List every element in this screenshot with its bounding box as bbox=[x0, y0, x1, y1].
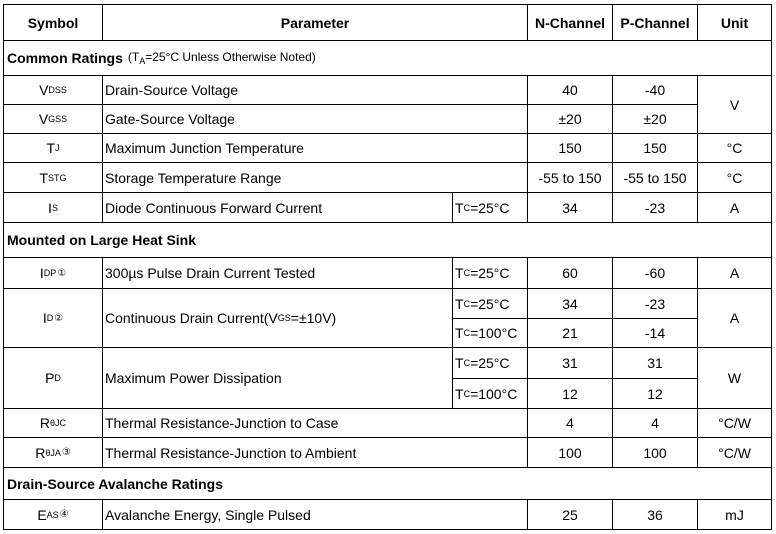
param-vdss: Drain-Source Voltage bbox=[102, 75, 528, 105]
n-value-is: 34 bbox=[527, 192, 613, 223]
symbol-pd: P D bbox=[3, 347, 103, 409]
p-value-tstg: -55 to 150 bbox=[612, 162, 698, 193]
cond-idp: T C =25°C bbox=[452, 257, 528, 289]
n-value-id-25: 34 bbox=[527, 288, 613, 319]
header-n-channel: N-Channel bbox=[527, 4, 613, 41]
unit-pd: W bbox=[697, 347, 772, 409]
param-eas: Avalanche Energy, Single Pulsed bbox=[102, 499, 528, 530]
symbol-is: I S bbox=[3, 192, 103, 223]
n-value-eas: 25 bbox=[527, 499, 613, 530]
param-tstg: Storage Temperature Range bbox=[102, 162, 528, 193]
param-rthja: Thermal Resistance-Junction to Ambient bbox=[102, 437, 528, 468]
param-tj: Maximum Junction Temperature bbox=[102, 133, 528, 163]
section-note: ($T_A=25^\circ C$ Unless Otherwise Noted) bbox=[127, 50, 316, 66]
n-value-vgss: ±20 bbox=[527, 104, 613, 134]
unit-rthja: °C/W bbox=[697, 437, 772, 468]
section-common-ratings bbox=[3, 40, 772, 76]
section-title: Common Ratings bbox=[7, 50, 123, 66]
n-value-rthja: 100 bbox=[527, 437, 613, 468]
p-value-eas: 36 bbox=[612, 499, 698, 530]
cond-pd-25: T C =25°C bbox=[452, 347, 528, 379]
p-value-id-25: -23 bbox=[612, 288, 698, 319]
p-value-rthjc: 4 bbox=[612, 408, 698, 438]
p-value-is: -23 bbox=[612, 192, 698, 223]
param-rthjc: Thermal Resistance-Junction to Case bbox=[102, 408, 528, 438]
symbol-vdss: V DSS bbox=[3, 75, 103, 105]
symbol-idp: I DP ① bbox=[3, 257, 103, 289]
cond-id-100: T C =100°C bbox=[452, 318, 528, 348]
p-value-vdss: -40 bbox=[612, 75, 698, 105]
n-value-idp: 60 bbox=[527, 257, 613, 289]
unit-id: A bbox=[697, 288, 772, 348]
n-value-tj: 150 bbox=[527, 133, 613, 163]
unit-tstg: °C bbox=[697, 162, 772, 193]
absolute-max-ratings-table bbox=[3, 4, 772, 530]
n-value-pd-25: 31 bbox=[527, 347, 613, 379]
param-is: Diode Continuous Forward Current bbox=[102, 192, 453, 223]
symbol-rthjc: R θJC bbox=[3, 408, 103, 438]
param-vgss: Gate-Source Voltage bbox=[102, 104, 528, 134]
p-value-vgss: ±20 bbox=[612, 104, 698, 134]
n-value-vdss: 40 bbox=[527, 75, 613, 105]
symbol-id: I D ② bbox=[3, 288, 103, 348]
p-value-rthja: 100 bbox=[612, 437, 698, 468]
symbol-vgss: V GSS bbox=[3, 104, 103, 134]
header-p-channel: P-Channel bbox=[612, 4, 698, 41]
cond-id-25: T C =25°C bbox=[452, 288, 528, 319]
symbol-eas: E AS ④ bbox=[3, 499, 103, 530]
p-value-pd-25: 31 bbox=[612, 347, 698, 379]
header-symbol: Symbol bbox=[3, 4, 103, 41]
n-value-rthjc: 4 bbox=[527, 408, 613, 438]
unit-idp: A bbox=[697, 257, 772, 289]
symbol-tj: T J bbox=[3, 133, 103, 163]
n-value-pd-100: 12 bbox=[527, 378, 613, 409]
n-value-id-100: 21 bbox=[527, 318, 613, 348]
unit-is: A bbox=[697, 192, 772, 223]
p-value-pd-100: 12 bbox=[612, 378, 698, 409]
section-heat-sink: Mounted on Large Heat Sink bbox=[3, 222, 772, 258]
p-value-tj: 150 bbox=[612, 133, 698, 163]
p-value-id-100: -14 bbox=[612, 318, 698, 348]
section-avalanche: Drain-Source Avalanche Ratings bbox=[3, 467, 772, 500]
unit-voltage: V bbox=[697, 75, 772, 134]
param-idp: 300µs Pulse Drain Current Tested bbox=[102, 257, 453, 289]
n-value-tstg: -55 to 150 bbox=[527, 162, 613, 193]
cond-is: T C =25°C bbox=[452, 192, 528, 223]
symbol-rthja: R θJA ③ bbox=[3, 437, 103, 468]
unit-tj: °C bbox=[697, 133, 772, 163]
param-pd: Maximum Power Dissipation bbox=[102, 347, 453, 409]
unit-eas: mJ bbox=[697, 499, 772, 530]
param-id: Continuous Drain Current(V GS =±10V) bbox=[102, 288, 453, 348]
header-unit: Unit bbox=[697, 4, 772, 41]
unit-rthjc: °C/W bbox=[697, 408, 772, 438]
header-parameter: Parameter bbox=[102, 4, 528, 41]
cond-pd-100: T C =100°C bbox=[452, 378, 528, 409]
symbol-tstg: T STG bbox=[3, 162, 103, 193]
p-value-idp: -60 bbox=[612, 257, 698, 289]
